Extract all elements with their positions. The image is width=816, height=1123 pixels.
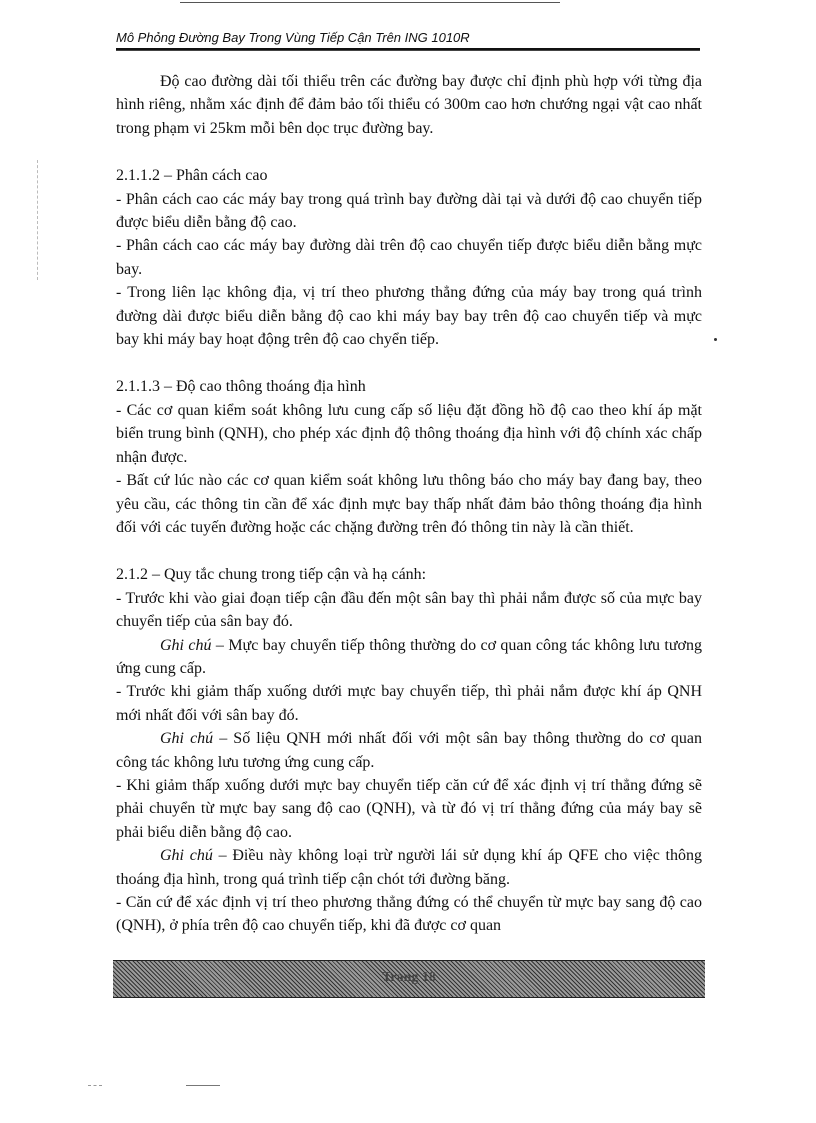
bullet-paragraph: - Trong liên lạc không địa, vị trí theo phương thẳng đứng của máy bay trong quá trình đường dài được biểu diễn bằng độ cao khi máy bay bay trên độ cao chuyển tiếp và mực bay khi máy bay hoạt động trên độ cao chyển tiếp. (116, 284, 702, 349)
note-text: – Số liệu QNH mới nhất đối với một sân bay thông thường do cơ quan công tác không lưu tương ứng cung cấp. (116, 730, 702, 771)
note-paragraph (116, 844, 702, 891)
bottom-scan-mark (186, 1085, 220, 1086)
bullet-paragraph: - Bất cứ lúc nào các cơ quan kiểm soát không lưu thông báo cho máy bay đang bay, theo yêu cầu, các thông tin cần để xác định mực bay thấp nhất đảm bảo thông thoáng địa hình đối với các tuyến đường hoặc các chặng đường trên đó thông tin này là cần thiết. (116, 472, 702, 536)
bullet-paragraph: - Các cơ quan kiểm soát không lưu cung cấp số liệu đặt đồng hồ độ cao theo khí áp mặt biển trung bình (QNH), cho phép xác định độ thông thoáng địa hình với độ chính xác chấp nhận được. (116, 401, 702, 466)
note-paragraph (116, 634, 702, 681)
section-heading-2-1-2: 2.1.2 – Quy tắc chung trong tiếp cận và hạ cánh: (116, 566, 427, 584)
bottom-scan-mark (88, 1085, 102, 1086)
bullet-paragraph: - Trước khi giảm thấp xuống dưới mực bay chuyển tiếp, thì phải nắm được khí áp QNH mới nhất đối với sân bay đó. (116, 683, 702, 724)
note-text: – Điều này không loại trừ người lái sử dụng khí áp QFE cho việc thông thoáng địa hình, trong quá trình tiếp cận chót tới đường băng. (116, 847, 702, 888)
page-header: Mô Phỏng Đường Bay Trong Vùng Tiếp Cận Trên ING 1010R (116, 30, 700, 50)
bullet-paragraph: - Phân cách cao các máy bay đường dài trên độ cao chuyển tiếp được biểu diễn bằng mực bay. (116, 237, 702, 278)
note-text: – Mực bay chuyển tiếp thông thường do cơ quan công tác không lưu tương ứng cung cấp. (116, 636, 702, 677)
margin-scan-line (37, 160, 38, 280)
header-underline (116, 50, 700, 51)
footer-band (113, 960, 705, 998)
bullet-paragraph: - Căn cứ để xác định vị trí theo phương thẳng đứng có thể chuyển từ mực bay sang độ cao (QNH), ở phía trên độ cao chuyển tiếp, khi đã được cơ quan (116, 894, 702, 935)
page-number: Trang 18 (382, 970, 436, 985)
note-paragraph (116, 727, 702, 774)
bullet-paragraph: - Khi giảm thấp xuống dưới mực bay chuyển tiếp căn cứ để xác định vị trí thẳng đứng sẽ phải chuyển từ mực bay sang độ cao (QNH), và từ đó vị trí thẳng đứng của máy bay sẽ phải biểu diễn bằng độ cao. (116, 776, 702, 841)
note-label: Ghi chú (160, 636, 212, 654)
note-label: Ghi chú (160, 730, 214, 748)
scan-speck (714, 338, 717, 341)
note-label: Ghi chú (160, 847, 213, 865)
intro-paragraph: Độ cao đường dài tối thiểu trên các đường bay được chỉ định phù hợp với từng địa hình riêng, nhằm xác định để đảm bảo tối thiểu có 300m cao hơn chướng ngại vật cao nhất trong phạm vi 25km mỗi bên dọc trục đường bay. (116, 73, 702, 137)
section-heading-2-1-1-2: 2.1.1.2 – Phân cách cao (116, 167, 268, 185)
section-heading-2-1-1-3: 2.1.1.3 – Độ cao thông thoáng địa hình (116, 378, 366, 396)
document-body (116, 70, 702, 938)
bullet-paragraph: - Trước khi vào giai đoạn tiếp cận đầu đến một sân bay thì phải nắm được số của mực bay chuyển tiếp của sân bay đó. (116, 589, 702, 631)
bullet-paragraph: - Phân cách cao các máy bay trong quá trình bay đường dài tại và dưới độ cao chuyển tiếp được biểu diễn bằng độ cao. (116, 190, 702, 232)
top-scan-rule (180, 2, 560, 3)
